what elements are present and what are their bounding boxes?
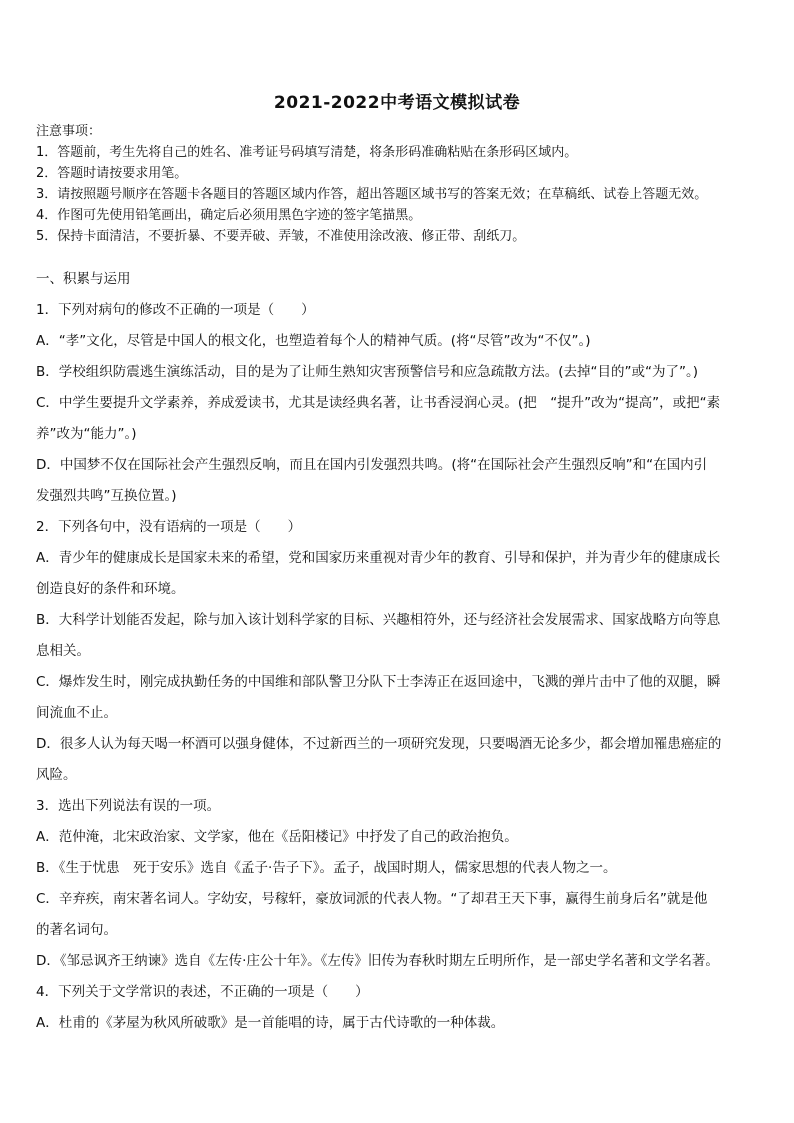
question-2-option-c-line2: 间流血不止。 bbox=[36, 705, 117, 721]
question-1-option-c-line2: 养”改为“能力”。) bbox=[36, 426, 137, 442]
question-2-option-a-line1: A．青少年的健康成长是国家未来的希望，党和国家历来重视对青少年的教育、引导和保护，并为青少年的健康成长 bbox=[36, 550, 721, 566]
notes-item: 4．作图可先使用铅笔画出，确定后必须用黑色字迹的签字笔描黑。 bbox=[36, 208, 422, 223]
question-1-option-b: B．学校组织防震逃生演练活动，目的是为了让师生熟知灾害预警信号和应急疏散方法。(去掉“目的”或“为了”。) bbox=[36, 364, 699, 380]
questions-body bbox=[36, 264, 758, 1039]
question-3-option-b: B．《生于忧患 死于安乐》选自《孟子·告子下》。孟子，战国时期人，儒家思想的代表人物之一。 bbox=[36, 860, 617, 876]
notes-item: 5．保持卡面清洁，不要折暴、不要弄破、弄皱，不准使用涂改液、修正带、刮纸刀。 bbox=[36, 229, 526, 244]
page-title: 2021-2022中考语文模拟试卷 bbox=[273, 93, 521, 113]
question-1-option-d-line2: 发强烈共鸣”互换位置。) bbox=[36, 488, 177, 504]
question-2-option-c-line1: C．爆炸发生时，刚完成执勤任务的中国维和部队警卫分队下士李涛正在返回途中，飞溅的弹片击中了他的双腿，瞬 bbox=[36, 674, 721, 690]
question-2-option-b-line1: B．大科学计划能否发起，除与加入该计划科学家的目标、兴趣相符外，还与经济社会发展需求、国家战略方向等息 bbox=[36, 612, 721, 628]
question-2-option-d-line1: D．很多人认为每天喝一杯酒可以强身健体，不过新西兰的一项研究发现，只要喝酒无论多少，都会增加罹患癌症的 bbox=[36, 736, 722, 752]
notes-item: 1．答题前，考生先将自己的姓名、准考证号码填写清楚，将条形码准确粘贴在条形码区域内。 bbox=[36, 145, 578, 160]
notes-section bbox=[36, 121, 766, 247]
question-1-option-a: A．“孝”文化，尽管是中国人的根文化，也塑造着每个人的精神气质。(将“尽管”改为“不仅”。) bbox=[36, 333, 591, 349]
question-2-option-a-line2: 创造良好的条件和环境。 bbox=[36, 581, 185, 597]
question-3-stem: 3．选出下列说法有误的一项。 bbox=[36, 798, 221, 814]
notes-item: 3．请按照题号顺序在答题卡各题目的答题区域内作答，超出答题区域书写的答案无效；在草稿纸、试卷上答题无效。 bbox=[36, 187, 708, 202]
question-2-option-d-line2: 风险。 bbox=[36, 767, 77, 783]
question-4-stem: 4．下列关于文学常识的表述，不正确的一项是（ ） bbox=[36, 984, 369, 1000]
question-3-option-c-line2: 的著名词句。 bbox=[36, 922, 117, 938]
question-1-option-c-line1: C．中学生要提升文学素养，养成爱读书，尤其是读经典名著，让书香浸润心灵。(把 “提升”改为“提高”，或把“素 bbox=[36, 395, 721, 411]
question-4-option-a: A．杜甫的《茅屋为秋风所破歌》是一首能唱的诗，属于古代诗歌的一种体裁。 bbox=[36, 1015, 505, 1031]
section-heading: 一、积累与运用 bbox=[36, 271, 131, 287]
question-2-option-b-line2: 息相关。 bbox=[36, 643, 90, 659]
question-3-option-d: D．《邹忌讽齐王纳谏》选自《左传·庄公十年》。《左传》旧传为春秋时期左丘明所作，是一部史学名著和文学名著。 bbox=[36, 953, 719, 969]
question-1-stem: 1．下列对病句的修改不正确的一项是（ ） bbox=[36, 302, 315, 318]
question-3-option-c-line1: C．辛弃疾，南宋著名词人。字幼安，号稼轩，豪放词派的代表人物。“了却君王天下事，赢得生前身后名”就是他 bbox=[36, 891, 708, 907]
question-1-option-d-line1: D．中国梦不仅在国际社会产生强烈反响，而且在国内引发强烈共鸣。(将“在国际社会产生强烈反响”和“在国内引 bbox=[36, 457, 708, 473]
notes-heading: 注意事项： bbox=[36, 124, 102, 139]
notes-item: 2．答题时请按要求用笔。 bbox=[36, 166, 188, 181]
question-3-option-a: A．范仲淹，北宋政治家、文学家，他在《岳阳楼记》中抒发了自己的政治抱负。 bbox=[36, 829, 518, 845]
question-2-stem: 2．下列各句中，没有语病的一项是（ ） bbox=[36, 519, 302, 535]
